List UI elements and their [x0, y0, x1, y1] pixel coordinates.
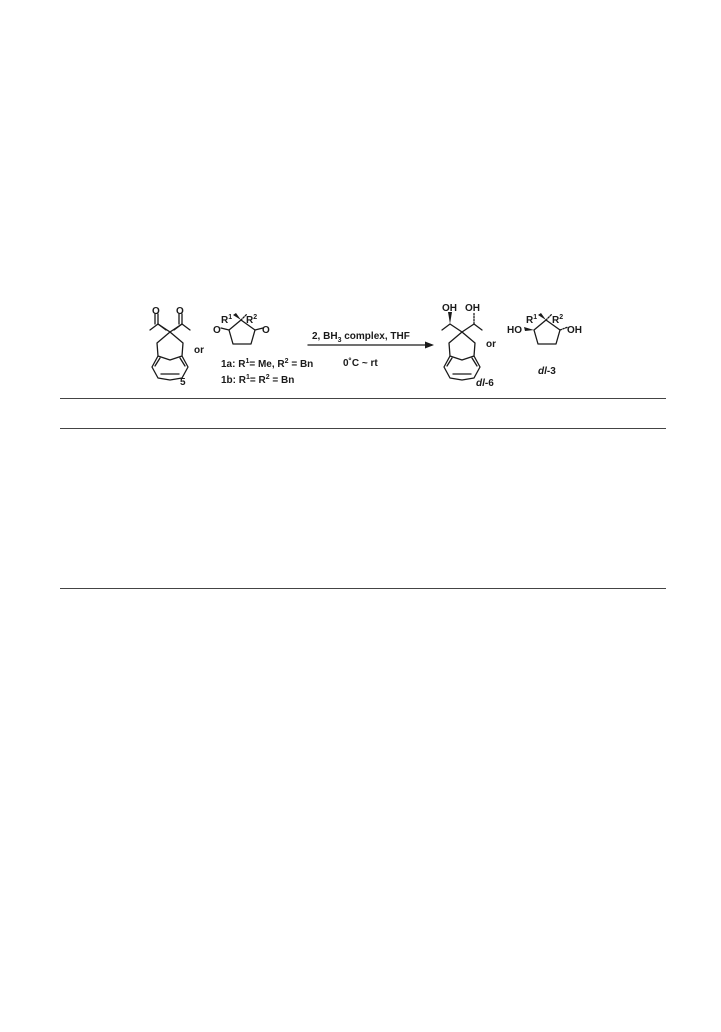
compound-1a-definition: 1a: $R^1= Me$, $R^2 = Bn$	[221, 358, 314, 370]
product-3-hydroxyl-right: OH	[567, 325, 582, 336]
product-6-hydroxyl-2: OH	[465, 303, 480, 314]
reaction-arrow	[308, 342, 434, 349]
product-3-structure	[507, 313, 582, 344]
temperature-conditions: 0˚C ~ rt	[343, 358, 378, 369]
compound-1-r1: $R^1$	[221, 314, 233, 326]
compound-1-oxygen-1: O	[213, 325, 221, 336]
table-top-rule	[60, 398, 666, 399]
or-text-1: or	[194, 345, 204, 356]
product-3-r2: $R^2$	[552, 314, 564, 326]
or-text-2: or	[486, 339, 496, 350]
product-3-hydroxyl-left: HO	[507, 325, 522, 336]
product-6-label: dl-6	[476, 378, 494, 389]
compound-5-oxygen-1: O	[152, 306, 160, 317]
table-header-rule	[60, 428, 666, 429]
compound-5-oxygen-2: O	[176, 306, 184, 317]
table-bottom-rule	[60, 588, 666, 589]
compound-1-r2: $R^2$	[246, 314, 258, 326]
reagent-conditions: 2, $BH_3$ complex, THF	[312, 331, 410, 344]
compound-5-structure	[150, 306, 190, 388]
compound-1b-definition: 1b: $R^1= R^2 = Bn$	[221, 374, 295, 386]
compound-1-oxygen-2: O	[262, 325, 270, 336]
product-3-r1: $R^1$	[526, 314, 538, 326]
compound-1-structure	[213, 313, 270, 344]
product-6-structure	[442, 303, 482, 380]
product-3-label: dl-3	[538, 366, 556, 377]
compound-5-label: 5	[180, 377, 186, 388]
product-6-hydroxyl-1: OH	[442, 303, 457, 314]
